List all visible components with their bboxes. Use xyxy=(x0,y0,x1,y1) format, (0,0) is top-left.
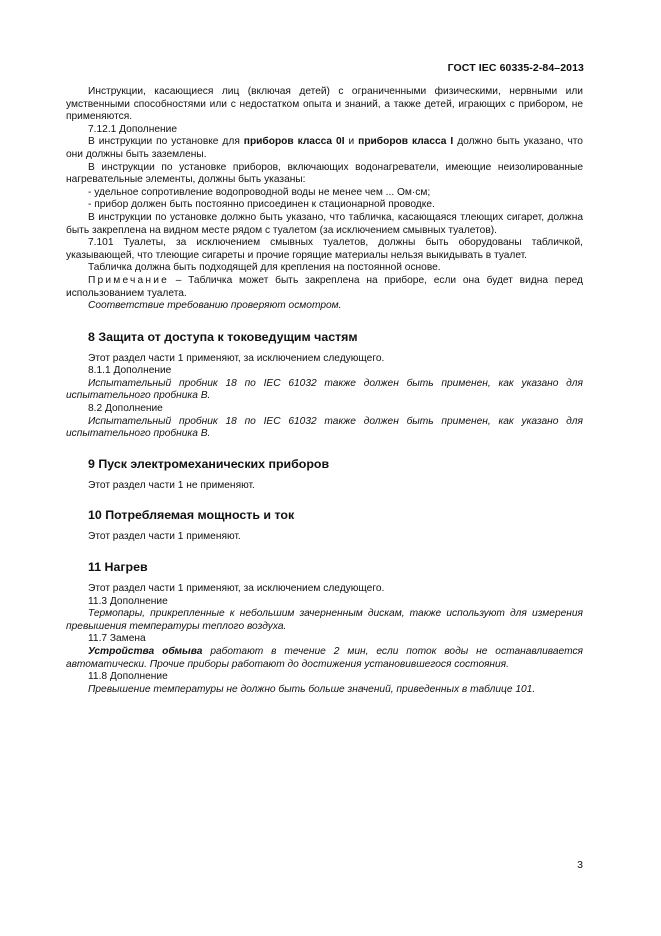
clause-number: 11.7 Замена xyxy=(88,633,146,645)
paragraph: 7.101 Туалеты, за исключением смывных туалетов, должны быть оборудованы табличкой, указывающей, что тлеющие сигареты и прочие горящие материалы нельзя выкидывать в туалет. xyxy=(66,237,583,261)
note: Примечание – Табличка может быть закреплена на приборе, если она будет видна перед использованием туалета. xyxy=(66,274,583,299)
section-title: 9 Пуск электромеханических приборов xyxy=(88,456,330,471)
paragraph: В инструкции по установке должно быть указано, что табличка, касающаяся тлеющих сигарет, должна быть закреплена на видном месте рядом с туалетом (за исключением смывных туалетов). xyxy=(66,211,583,236)
paragraph: Этот раздел части 1 не применяют. xyxy=(88,479,255,491)
document-header: ГОСТ IEC 60335-2-84–2013 xyxy=(447,62,584,74)
paragraph: Устройства обмыва работают в течение 2 мин, если поток воды не останавливается автоматически. Прочие приборы работают до достижения установившегося состояния. xyxy=(66,646,583,670)
paragraph: Испытательный пробник 18 по IEC 61032 также должен быть применен, как указано для испытательного пробника B. xyxy=(66,415,583,440)
bold-term: Устройства обмыва xyxy=(88,646,203,657)
list-item: - прибор должен быть постоянно присоединен к стационарной проводке. xyxy=(88,199,435,211)
bold-term: приборов класса 0I xyxy=(243,136,345,148)
compliance-statement: Соответствие требованию проверяют осмотром. xyxy=(88,300,342,312)
clause-number: 11.3 Дополнение xyxy=(88,595,168,607)
paragraph: Превышение температуры не должно быть больше значений, приведенных в таблице 101. xyxy=(88,683,536,695)
clause-number: 8.1.1 Дополнение xyxy=(88,365,172,377)
note-label: Примечание xyxy=(88,274,169,286)
paragraph: Испытательный пробник 18 по IEC 61032 также должен быть применен, как указано для испытательного пробника B. xyxy=(66,377,583,402)
section-title: 10 Потребляемая мощность и ток xyxy=(88,508,295,523)
list-item: - удельное сопротивление водопроводной воды не менее чем ... Ом·см; xyxy=(88,186,431,198)
paragraph: В инструкции по установке приборов, включающих водонагреватели, имеющие неизолированные нагревательные элементы, должны быть указаны: xyxy=(66,161,583,186)
clause-number: 7.12.1 Дополнение xyxy=(88,123,178,135)
section-title: 11 Нагрев xyxy=(88,560,148,575)
paragraph: Табличка должна быть подходящей для крепления на постоянной основе. xyxy=(88,262,441,274)
clause-number: 8.2 Дополнение xyxy=(88,403,163,415)
bold-term: приборов класса I xyxy=(358,136,454,148)
paragraph: Термопары, прикрепленные к небольшим зачерненным дискам, также используют для измерения превышения температуры теплого воздуха. xyxy=(66,608,583,632)
paragraph: Инструкции, касающиеся лиц (включая детей) с ограниченными физическими, нервными или умственными способностями или с недостатком опыта и знаний, а также детей, играющих с прибором, не применяются. xyxy=(66,86,583,123)
section-title: 8 Защита от доступа к токоведущим частям xyxy=(88,329,358,344)
clause-number: 11.8 Дополнение xyxy=(88,671,168,683)
paragraph: Этот раздел части 1 применяют. xyxy=(88,531,241,543)
paragraph: Этот раздел части 1 применяют, за исключением следующего. xyxy=(88,352,385,364)
paragraph: В инструкции по установке для приборов класса 0I и приборов класса I должно быть указано, что они должны быть заземлены. xyxy=(66,136,583,160)
page-content xyxy=(66,86,583,696)
paragraph: Этот раздел части 1 применяют, за исключением следующего. xyxy=(88,583,385,595)
page-number: 3 xyxy=(577,859,583,871)
